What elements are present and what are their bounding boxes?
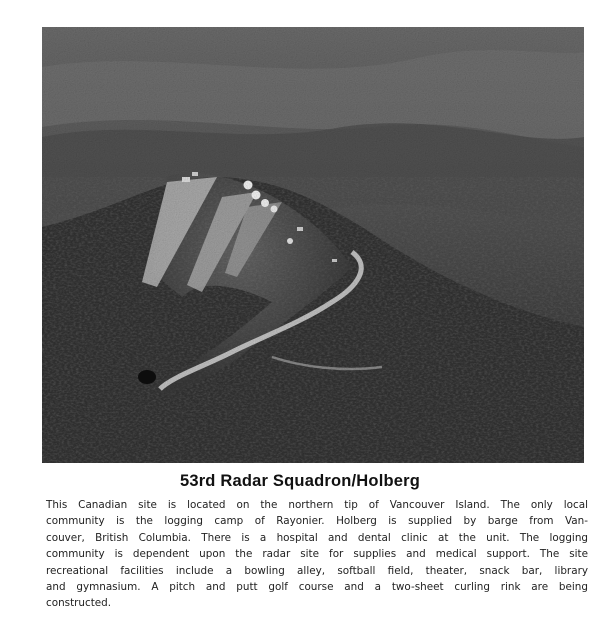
caption-line: community is the logging camp of Rayonier. Holberg is supplied by barge from Van- — [46, 515, 588, 528]
aerial-photo-art — [42, 27, 584, 463]
caption-line: This Canadian site is located on the northern tip of Vancouver Island. The only local — [46, 499, 588, 511]
caption-line: recreational facilities include a bowling alley, softball field, theater, snack bar, library — [46, 564, 588, 577]
caption-body — [46, 497, 588, 612]
caption-line: constructed. — [46, 597, 112, 610]
caption-title: 53rd Radar Squadron/Holberg — [179, 472, 421, 490]
caption-line: community is dependent upon the radar site for supplies and medical support. The site — [46, 548, 588, 561]
caption-line: couver, British Columbia. There is a hospital and dental clinic at the unit. The logging — [46, 531, 588, 544]
caption-line: and gymnasium. A pitch and putt golf course and a two-sheet curling rink are being — [46, 581, 588, 594]
aerial-photo — [42, 27, 584, 463]
